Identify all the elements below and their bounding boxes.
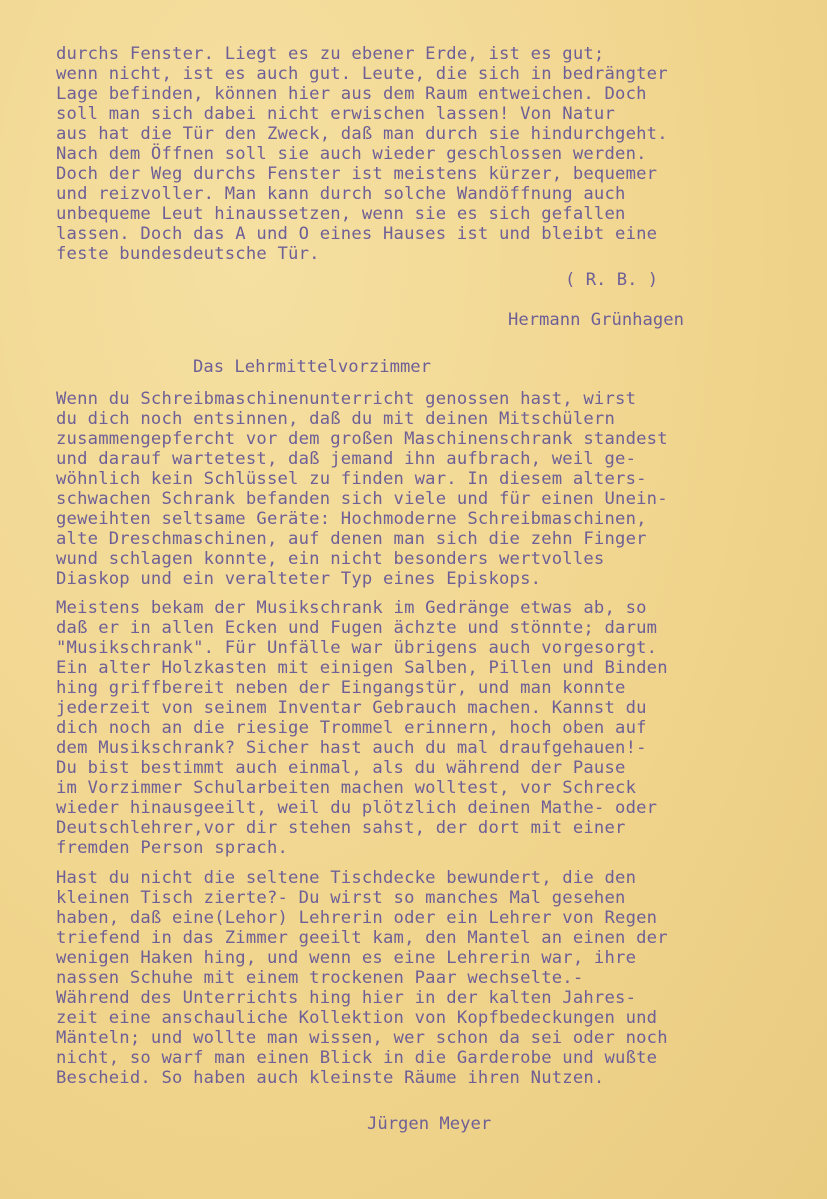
text-line: wenigen Haken hing, und wenn es eine Lehrerin war, ihre [56, 948, 637, 968]
author-signature: Hermann Grünhagen [508, 310, 684, 330]
text-line: zeit eine anschauliche Kollektion von Kopfbedeckungen und [56, 1008, 658, 1028]
text-line: durchs Fenster. Liegt es zu ebener Erde, ist es gut; [56, 44, 605, 64]
text-line: alte Dreschmaschinen, auf denen man sich die zehn Finger [56, 529, 647, 549]
text-line: Diaskop und ein veralteter Typ eines Episkops. [56, 569, 542, 589]
text-line: haben, daß eine(Lehor) Lehrerin oder ein Lehrer von Regen [56, 908, 658, 928]
text-line: im Vorzimmer Schularbeiten machen wolltest, vor Schreck [56, 778, 637, 798]
text-line: nassen Schuhe mit einem trockenen Paar wechselte.- [56, 968, 584, 988]
text-line: Mänteln; und wollte man wissen, wer schon da sei oder noch [56, 1028, 668, 1048]
text-line: dich noch an die riesige Trommel erinnern, hoch oben auf [56, 718, 647, 738]
text-line: wenn nicht, ist es auch gut. Leute, die sich in bedrängter [56, 64, 668, 84]
text-line: wieder hinausgeeilt, weil du plötzlich deinen Mathe- oder [56, 798, 658, 818]
text-line: Wenn du Schreibmaschinenunterricht genossen hast, wirst [56, 389, 637, 409]
text-line: Deutschlehrer,vor dir stehen sahst, der dort mit einer [56, 818, 626, 838]
text-line: soll man sich dabei nicht erwischen lassen! Von Natur [56, 104, 616, 124]
text-line: nicht, so warf man einen Blick in die Garderobe und wußte [56, 1048, 658, 1068]
text-line: wöhnlich kein Schlüssel zu finden war. In diesem alters- [56, 469, 647, 489]
text-line: Während des Unterrichts hing hier in der kalten Jahres- [56, 988, 637, 1008]
text-line: Meistens bekam der Musikschrank im Gedränge etwas ab, so [56, 598, 647, 618]
text-line: jederzeit von seinem Inventar Gebrauch machen. Kannst du [56, 698, 647, 718]
text-line: geweihten seltsame Geräte: Hochmoderne Schreibmaschinen, [56, 509, 647, 529]
text-line: du dich noch entsinnen, daß du mit deinen Mitschülern [56, 409, 616, 429]
initials: ( R. B. ) [565, 270, 659, 290]
text-line: und darauf wartetest, daß jemand ihn aufbrach, weil ge- [56, 449, 637, 469]
text-line: Du bist bestimmt auch einmal, als du während der Pause [56, 758, 626, 778]
text-line: und reizvoller. Man kann durch solche Wandöffnung auch [56, 184, 626, 204]
text-line: daß er in allen Ecken und Fugen ächzte und stönnte; darum [56, 618, 658, 638]
text-line: wund schlagen konnte, ein nicht besonders wertvolles [56, 549, 605, 569]
text-line: lassen. Doch das A und O eines Hauses ist und bleibt eine [56, 224, 658, 244]
text-line: unbequeme Leut hinaussetzen, wenn sie es sich gefallen [56, 204, 626, 224]
text-line: hing griffbereit neben der Eingangstür, und man konnte [56, 678, 626, 698]
text-line: Lage befinden, können hier aus dem Raum entweichen. Doch [56, 84, 647, 104]
text-line: feste bundesdeutsche Tür. [56, 244, 320, 264]
text-line: zusammengepfercht vor dem großen Maschinenschrank standest [56, 429, 668, 449]
author-signature: Jürgen Meyer [367, 1114, 492, 1134]
text-line: triefend in das Zimmer geeilt kam, den Mantel an einen der [56, 928, 668, 948]
text-line: dem Musikschrank? Sicher hast auch du mal draufgehauen!- [56, 738, 647, 758]
text-line: kleinen Tisch zierte?- Du wirst so manches Mal gesehen [56, 888, 626, 908]
text-line: aus hat die Tür den Zweck, daß man durch sie hindurchgeht. [56, 124, 668, 144]
text-line: Bescheid. So haben auch kleinste Räume ihren Nutzen. [56, 1068, 605, 1088]
text-line: Doch der Weg durchs Fenster ist meistens kürzer, bequemer [56, 164, 658, 184]
article-title: Das Lehrmittelvorzimmer [193, 357, 431, 377]
text-line: Ein alter Holzkasten mit einigen Salben, Pillen und Binden [56, 658, 668, 678]
text-line: schwachen Schrank befanden sich viele und für einen Unein- [56, 489, 668, 509]
text-line: Hast du nicht die seltene Tischdecke bewundert, die den [56, 868, 637, 888]
text-line: fremden Person sprach. [56, 838, 289, 858]
text-line: "Musikschrank". Für Unfälle war übrigens auch vorgesorgt. [56, 638, 658, 658]
text-line: Nach dem Öffnen soll sie auch wieder geschlossen werden. [56, 144, 647, 164]
